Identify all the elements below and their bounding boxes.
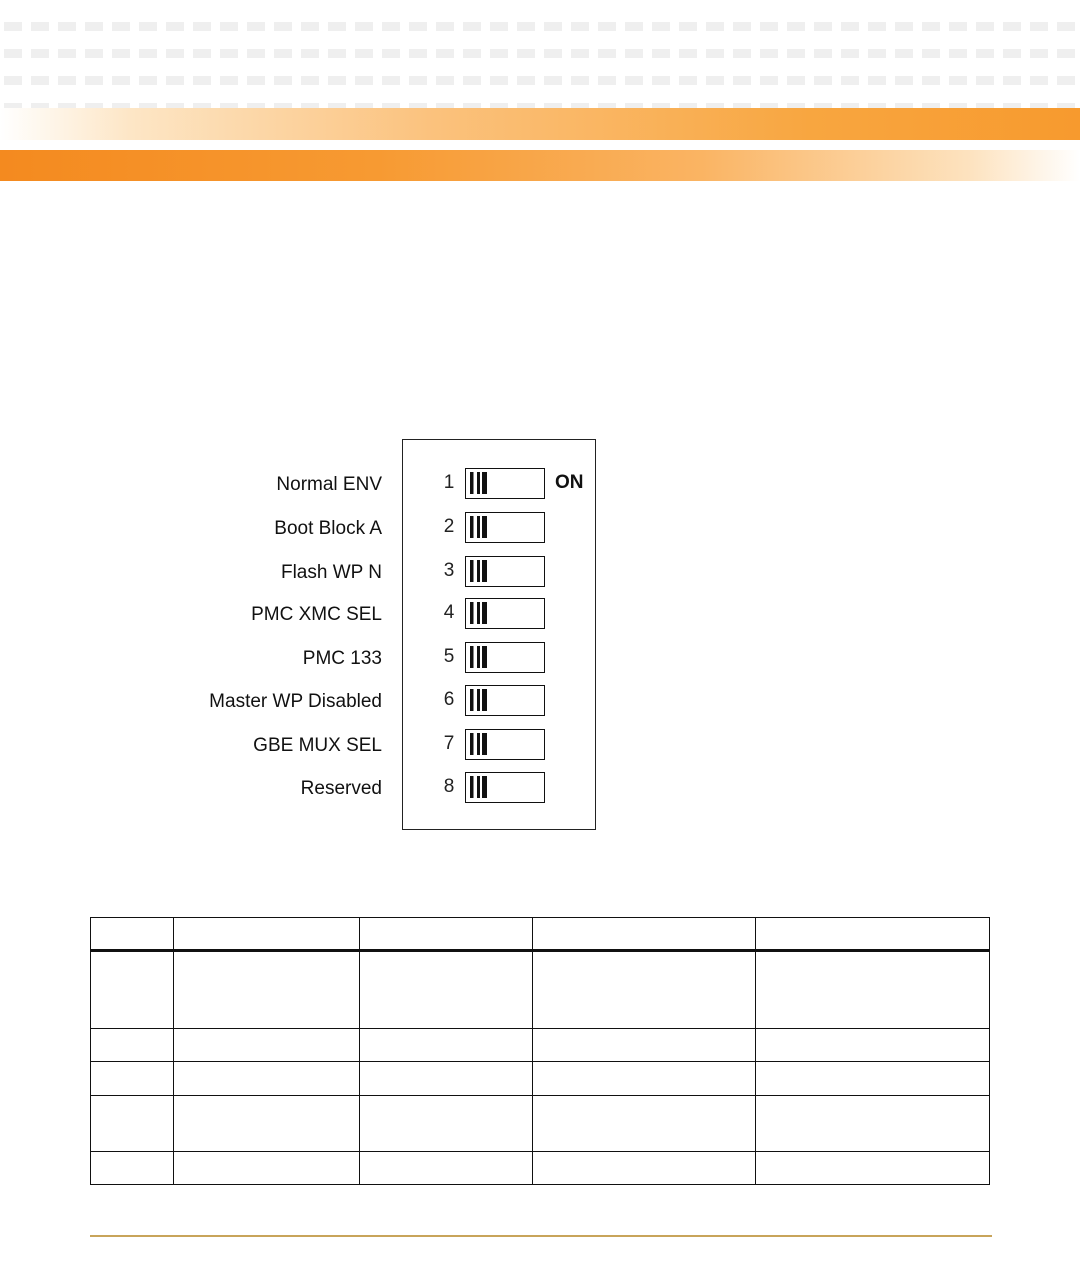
switch-lever-icon — [469, 602, 491, 624]
table-row — [91, 1062, 990, 1096]
table-row — [91, 1096, 990, 1152]
table-header-cell — [533, 918, 756, 951]
table-row — [91, 1029, 990, 1062]
dip-switch — [465, 772, 545, 803]
table-cell — [533, 1096, 756, 1152]
table-cell — [360, 1029, 533, 1062]
table-cell — [174, 951, 360, 1029]
switch-number: 7 — [443, 733, 455, 754]
table-cell — [91, 1029, 174, 1062]
switch-lever-icon — [469, 689, 491, 711]
header-pattern — [4, 4, 1080, 108]
table-row — [91, 1152, 990, 1185]
dip-switch — [465, 468, 545, 499]
header-band-top — [0, 108, 1080, 140]
switch-lever-icon — [469, 472, 491, 494]
table-cell — [533, 1029, 756, 1062]
switch-lever-icon — [469, 776, 491, 798]
table-cell — [756, 1029, 990, 1062]
table-header-cell — [91, 918, 174, 951]
dip-switch — [465, 685, 545, 716]
switch-label: Flash WP N — [280, 562, 382, 583]
table-cell — [756, 1062, 990, 1096]
dip-switch — [465, 598, 545, 629]
table-cell — [360, 1062, 533, 1096]
switch-number: 5 — [443, 646, 455, 667]
table-cell — [91, 951, 174, 1029]
table-header-row — [91, 918, 990, 951]
dip-switch — [465, 642, 545, 673]
table-header-cell — [360, 918, 533, 951]
table-cell — [533, 1152, 756, 1185]
switch-label: Master WP Disabled — [209, 691, 382, 712]
switch-lever-icon — [469, 646, 491, 668]
table-cell — [533, 1062, 756, 1096]
switch-label: PMC XMC SEL — [251, 604, 382, 625]
table-cell — [91, 1096, 174, 1152]
switch-number: 3 — [443, 560, 455, 581]
table-cell — [174, 1152, 360, 1185]
header-band-bottom — [0, 150, 1080, 181]
table-cell — [756, 951, 990, 1029]
on-label: ON — [555, 472, 584, 493]
table-cell — [533, 951, 756, 1029]
switch-lever-icon — [469, 733, 491, 755]
table-cell — [174, 1096, 360, 1152]
table-header-cell — [174, 918, 360, 951]
table-cell — [91, 1152, 174, 1185]
dip-switch — [465, 512, 545, 543]
switch-lever-icon — [469, 516, 491, 538]
switch-label: Boot Block A — [274, 518, 382, 539]
table-cell — [91, 1062, 174, 1096]
table-cell — [360, 1096, 533, 1152]
table-cell — [756, 1152, 990, 1185]
switch-number: 6 — [443, 689, 455, 710]
switch-lever-icon — [469, 560, 491, 582]
dip-switch — [465, 556, 545, 587]
dip-switch — [465, 729, 545, 760]
switch-number: 2 — [443, 516, 455, 537]
footer-rule — [90, 1235, 992, 1237]
table-header-cell — [756, 918, 990, 951]
switch-label: PMC 133 — [302, 648, 382, 669]
switch-label: Normal ENV — [276, 474, 382, 495]
switch-label: Reserved — [300, 778, 382, 799]
table-row — [91, 951, 990, 1029]
table-cell — [360, 951, 533, 1029]
switch-label: GBE MUX SEL — [253, 735, 382, 756]
switch-settings-table — [90, 917, 990, 1185]
switch-number: 8 — [443, 776, 455, 797]
switch-number: 1 — [443, 472, 455, 493]
table-cell — [360, 1152, 533, 1185]
table-cell — [756, 1096, 990, 1152]
switch-number: 4 — [443, 602, 455, 623]
table-cell — [174, 1062, 360, 1096]
table-cell — [174, 1029, 360, 1062]
